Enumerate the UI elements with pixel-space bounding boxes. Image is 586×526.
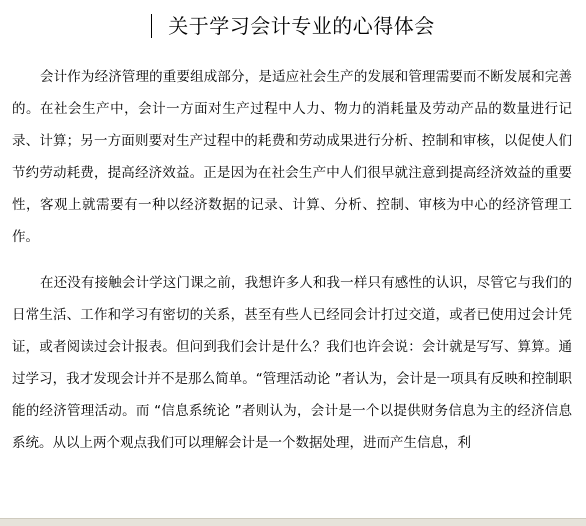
paragraph-2: 在还没有接触会计学这门课之前，我想许多人和我一样只有感性的认识，尽管它与我们的日常生活、工作和学习有密切的关系，甚至有些人已经同会计打过交道，或者已使用过会计凭证，或者阅读过会计报表。但问到我们会计是什么？我们也许会说：会计就是写写、算算。通过学习，我才发现会计并不是那么简单。“管理活动论 ”者认为，会计是一项具有反映和控制职能的经济管理活动。而 “信息系统论 ”者则认为，会计是一个以提供财务信息为主的经济信息系统。从以上两个观点我们可以理解会计是一个数据处理，进而产生信息，利 — [12, 275, 572, 451]
title-row — [0, 10, 586, 42]
document-title: 关于学习会计专业的心得体会 — [168, 14, 435, 38]
text-cursor — [151, 14, 152, 38]
document-body[interactable] — [12, 61, 572, 473]
window-bottom-edge — [0, 518, 586, 526]
paragraph-1: 会计作为经济管理的重要组成部分，是适应社会生产的发展和管理需要而不断发展和完善的。在社会生产中，会计一方面对生产过程中人力、物力的消耗量及劳动产品的数量进行记录、计算；另一方面则要对生产过程中的耗费和劳动成果进行分析、控制和审核，以促使人们节约劳动耗费，提高经济效益。正是因为在社会生产中人们很早就注意到提高经济效益的重要性，客观上就需要有一种以经济数据的记录、计算、分析、控制、审核为中心的经济管理工作。 — [12, 69, 572, 245]
